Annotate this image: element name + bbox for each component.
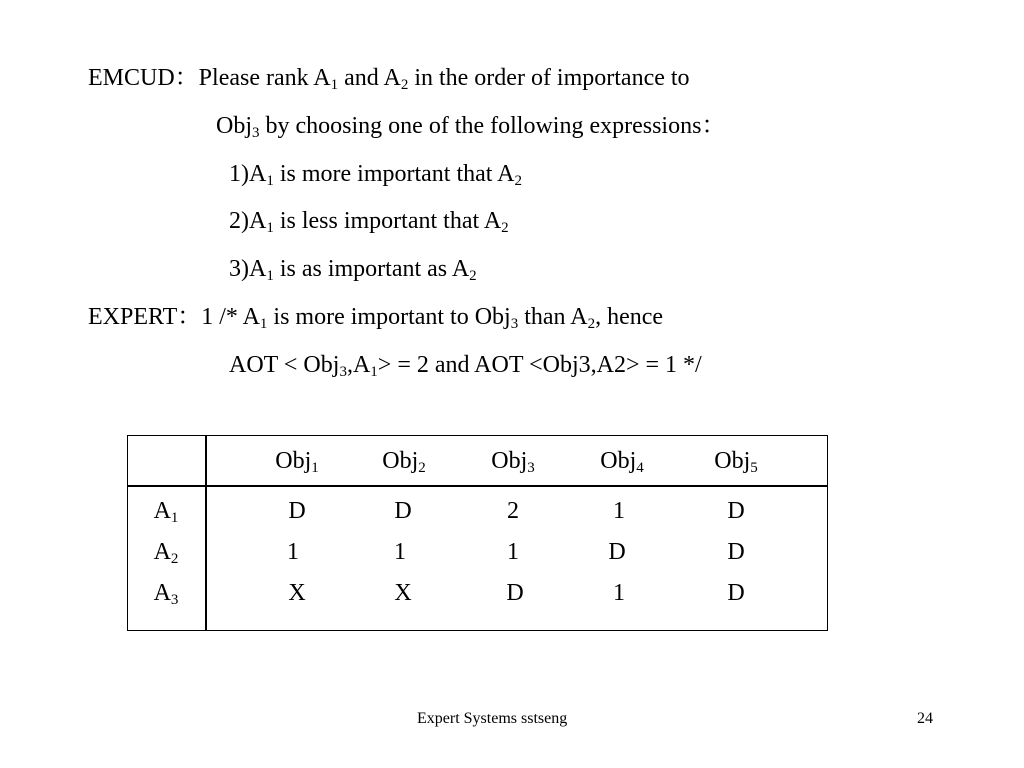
table-cell: D	[506, 580, 524, 606]
column-header-obj2: Obj$_2$	[382, 448, 426, 476]
emcud-question-line-2: Obj$_3$ by choosing one of the following expressions：	[216, 113, 726, 141]
expert-answer-line-2: AOT < $Obj_3,A_1> = 2$ and AOT <Obj3,A2> = 1 */	[229, 352, 702, 380]
column-header-obj1: Obj$_1$	[275, 448, 319, 476]
expert-answer-line-1: EXPERT：$1 /* A_1$ is more important to Obj$_3$ than $A_2$, hence	[88, 304, 664, 332]
option-3: $3)A_1$ is as important as $A_2$	[229, 256, 477, 284]
row-header-a1: $A_1$	[153, 498, 179, 526]
table-vertical-divider	[205, 435, 207, 631]
table-cell: X	[288, 580, 306, 606]
table-cell: D	[727, 580, 745, 606]
emcud-speaker-label: EMCUD：	[88, 65, 199, 91]
emcud-question-line-1: EMCUD：Please rank $A_1$ and $A_2$ in the order of importance to	[88, 65, 690, 93]
row-header-a2: $A_2$	[153, 539, 179, 567]
table-cell: 1	[613, 498, 625, 524]
table-cell: D	[727, 539, 745, 565]
row-header-a3: $A_3$	[153, 580, 179, 608]
column-header-obj5: Obj$_5$	[714, 448, 758, 476]
table-cell: 2	[507, 498, 519, 524]
page-number: 24	[917, 710, 933, 727]
table-cell: 1	[507, 539, 519, 565]
column-header-obj3: Obj$_3$	[491, 448, 535, 476]
table-cell: D	[288, 498, 306, 524]
table-cell: D	[394, 498, 412, 524]
option-1: $1)A_1$ is more important that $A_2$	[229, 161, 522, 189]
table-cell: 1	[394, 539, 406, 565]
table-horizontal-divider	[127, 485, 828, 487]
table-cell: 1	[287, 539, 299, 565]
option-2: $2)A_1$ is less important that $A_2$	[229, 208, 509, 236]
table-cell: D	[727, 498, 745, 524]
table-cell: 1	[613, 580, 625, 606]
table-cell: X	[394, 580, 412, 606]
table-cell: D	[608, 539, 626, 565]
footer-title: Expert Systems sstseng	[417, 710, 568, 727]
expert-speaker-label: EXPERT：	[88, 304, 202, 330]
column-header-obj4: Obj$_4$	[600, 448, 644, 476]
